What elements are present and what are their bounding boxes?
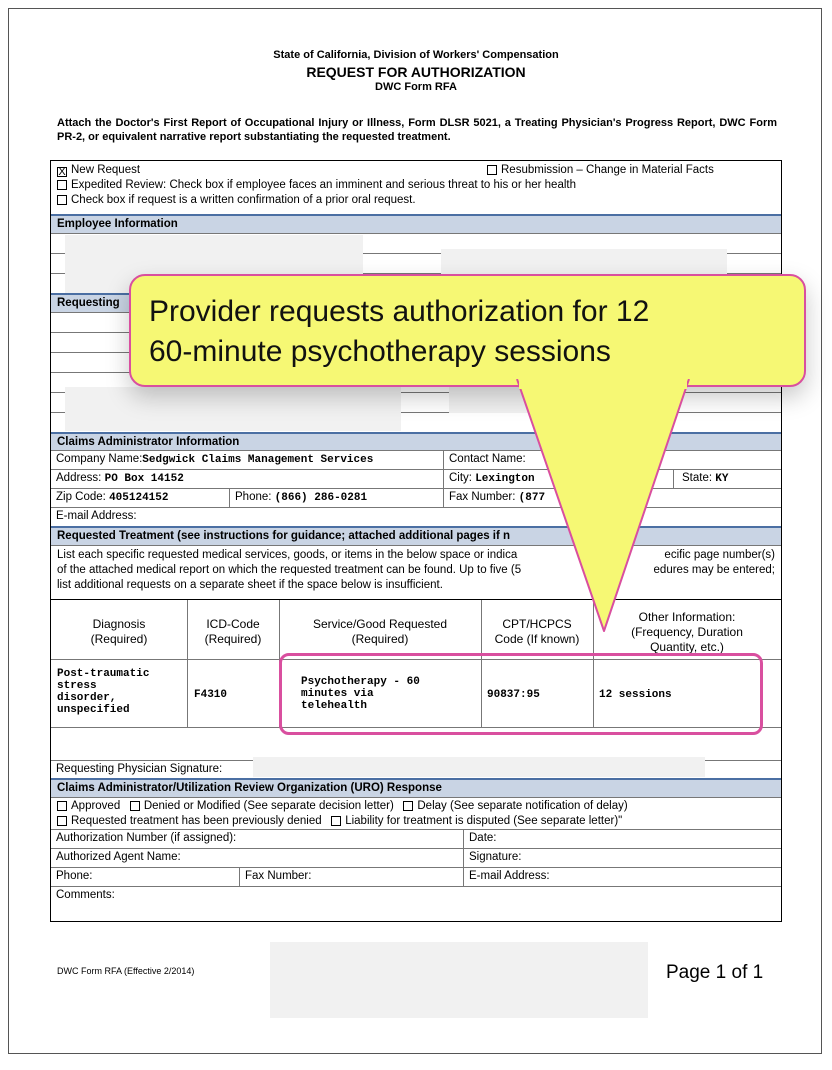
attach-instructions: Attach the Doctor's First Report of Occupational Injury or Illness, Form DLSR 5021, a Treating Physician's Progress Report, DWC Form PR-2, or equivalent narrative report substantiating the requested treatment.	[57, 117, 777, 143]
uro-phone-field: Phone:	[56, 870, 93, 882]
fax-label: Fax Number:	[449, 491, 516, 503]
callout-line-2: 60-minute psychotherapy sessions	[149, 335, 611, 368]
address-label: Address:	[56, 472, 102, 484]
phone-value: (866) 286-0281	[274, 492, 368, 504]
new-request-label: New Request	[71, 164, 141, 176]
resubmission-label: Resubmission – Change in Material Facts	[501, 164, 714, 176]
delay-option[interactable]: Delay (See separate notification of delay)	[403, 800, 627, 812]
company-field	[51, 451, 443, 469]
instructions-line-2: of the attached medical report on which the requested treatment can be found. Up to five (5	[57, 564, 522, 576]
confirmation-option[interactable]	[57, 193, 777, 208]
other-value: 12 sessions	[599, 689, 672, 701]
agent-field: Authorized Agent Name:	[56, 851, 181, 863]
comments-field: Comments:	[56, 889, 115, 901]
auth-number-field: Authorization Number (if assigned):	[56, 832, 237, 844]
liability-option[interactable]: Liability for treatment is disputed (See separate letter)"	[331, 815, 622, 827]
company-value: Sedgwick Claims Management Services	[142, 454, 374, 466]
zip-field	[51, 489, 229, 507]
redacted-employee-info-2	[441, 249, 727, 275]
resubmission-checkbox[interactable]	[487, 165, 497, 175]
expedited-checkbox[interactable]	[57, 180, 67, 190]
email-label: E-mail Address:	[56, 510, 137, 522]
header-agency: State of California, Division of Workers' Compensation	[273, 49, 559, 61]
approved-checkbox[interactable]	[57, 801, 67, 811]
callout-text	[149, 292, 649, 372]
header-icd: ICD-Code (Required)	[204, 617, 262, 646]
service-value: Psychotherapy - 60 minutes via telehealth	[301, 676, 420, 712]
uro-fax-field: Fax Number:	[239, 868, 463, 886]
city-value: Lexington	[475, 473, 535, 485]
state-value: KY	[715, 473, 729, 485]
expedited-label: Expedited Review: Check box if employee faces an imminent and serious threat to his or her health	[71, 179, 576, 191]
uro-signature-field: Signature:	[463, 849, 781, 867]
confirmation-checkbox[interactable]	[57, 195, 67, 205]
new-request-checkbox[interactable]: X	[58, 166, 66, 178]
header-diagnosis: Diagnosis (Required)	[90, 617, 148, 646]
city-label: City:	[449, 472, 472, 484]
uro-options	[51, 797, 781, 829]
redacted-requesting-info	[65, 387, 401, 431]
uro-row-comments	[51, 886, 781, 921]
footer-page-number: Page 1 of 1	[666, 962, 764, 983]
zip-value: 405124152	[109, 492, 169, 504]
section-claims-admin: Claims Administrator Information	[51, 432, 781, 450]
signature-label: Requesting Physician Signature:	[56, 763, 223, 775]
resubmission-option[interactable]	[487, 163, 714, 178]
contact-label: Contact Name:	[449, 453, 526, 465]
redacted-footer	[270, 942, 648, 1018]
diagnosis-value: Post-traumatic stress disorder, unspecified	[57, 668, 150, 716]
date-field: Date:	[463, 830, 781, 848]
footer-form-id: DWC Form RFA (Effective 2/2014)	[57, 966, 195, 976]
denied-checkbox[interactable]	[130, 801, 140, 811]
section-requested-treatment: Requested Treatment (see instructions for guidance; attached additional pages if n	[51, 526, 781, 545]
callout-line-1: Provider requests authorization for 12	[149, 295, 650, 328]
phone-label: Phone:	[235, 491, 272, 503]
redacted-signature	[253, 757, 705, 777]
form-subtitle: DWC Form RFA	[375, 81, 457, 93]
previously-denied-checkbox[interactable]	[57, 816, 67, 826]
instructions-line-2b: edures may be entered;	[653, 564, 775, 576]
icd-value: F4310	[194, 689, 228, 701]
service-highlight-box	[279, 653, 763, 735]
section-requesting: Requesting	[51, 293, 781, 312]
company-label: Company Name:	[56, 453, 143, 465]
delay-checkbox[interactable]	[403, 801, 413, 811]
uro-row-auth	[51, 829, 781, 848]
annotation-callout	[129, 274, 806, 387]
new-request-option[interactable]	[57, 163, 777, 178]
instructions-line-1: List each specific requested medical services, goods, or items in the below space or indica	[57, 549, 518, 561]
state-label: State:	[682, 472, 713, 484]
address-field	[51, 470, 443, 488]
callout-pointer	[515, 379, 695, 634]
expedited-option[interactable]	[57, 178, 777, 193]
uro-email-field: E-mail Address:	[463, 868, 781, 886]
approved-option[interactable]: Approved	[57, 800, 120, 812]
liability-checkbox[interactable]	[331, 816, 341, 826]
instructions-line-1b: ecific page number(s)	[664, 549, 775, 561]
uro-row-agent	[51, 848, 781, 867]
header-cpt: CPT/HCPCS Code (If known)	[494, 617, 580, 646]
denied-option[interactable]: Denied or Modified (See separate decision letter)	[130, 800, 394, 812]
address-value: PO Box 14152	[104, 473, 184, 485]
header-other: Other Information: (Frequency, Duration Quantity, etc.)	[631, 610, 743, 654]
confirmation-label: Check box if request is a written confirmation of a prior oral request.	[71, 194, 416, 206]
section-uro: Claims Administrator/Utilization Review Organization (URO) Response	[51, 778, 781, 797]
form-title: REQUEST FOR AUTHORIZATION	[306, 64, 526, 80]
fax-value: (877	[518, 492, 546, 504]
cpt-value: 90837:95	[487, 689, 540, 701]
zip-label: Zip Code:	[56, 491, 106, 503]
instructions-line-3: list additional requests on a separate sheet if the space below is insufficient.	[57, 579, 443, 591]
section-employee: Employee Information	[51, 214, 781, 233]
phone-field	[229, 489, 443, 507]
uro-row-contact	[51, 867, 781, 886]
previously-denied-option[interactable]: Requested treatment has been previously denied	[57, 815, 322, 827]
header-service: Service/Good Requested (Required)	[312, 617, 448, 646]
